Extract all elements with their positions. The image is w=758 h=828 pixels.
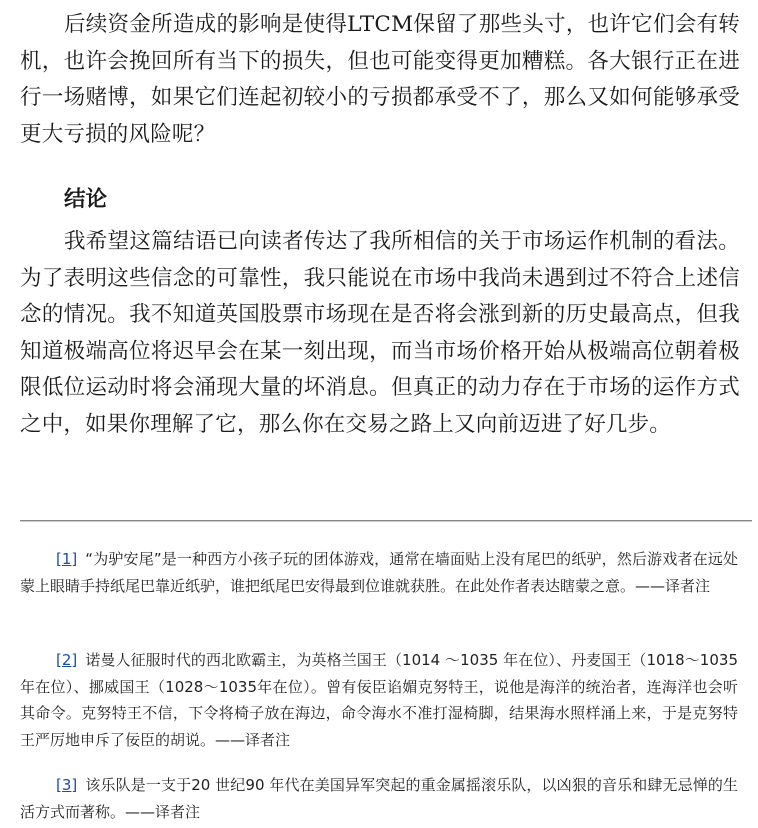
footnote-divider (20, 520, 752, 522)
footnote-3 (20, 772, 738, 825)
footnote-3-text: 该乐队是一支于20 世纪90 年代在美国异军突起的重金属摇滚乐队，以凶狠的音乐和肆无忌惮的生活方式而著称。——译者注 (20, 776, 738, 821)
footnote-1-text: “为驴安尾”是一种西方小孩子玩的团体游戏，通常在墙面贴上没有尾巴的纸驴，然后游戏者在远处蒙上眼睛手持纸尾巴靠近纸驴，谁把纸尾巴安得最到位谁就获胜。在此处作者表达瞎蒙之意。——译者注 (20, 550, 738, 595)
footnote-2-text: 诺曼人征服时代的西北欧霸主，为英格兰国王（1014 ～1035 年在位）、丹麦国王（1018～1035年在位）、挪威国王（1028～1035年在位）。曾有佞臣谄媚克努特王，说他是海洋的统治者，连海洋也会听其命令。克努特王不信，下令将椅子放在海边，命令海水不准打湿椅脚，结果海水照样涌上来，于是克努特王严厉地申斥了佞臣的胡说。——译者注 (20, 651, 738, 749)
body-paragraph-1: 后续资金所造成的影响是使得LTCM保留了那些头寸，也许它们会有转机，也许会挽回所有当下的损失，但也可能变得更加糟糕。各大银行正在进行一场赌博，如果它们连起初较小的亏损都承受不了，那么又如何能够承受更大亏损的风险呢？ (20, 12, 740, 147)
footnote-1 (20, 546, 738, 599)
body-paragraph-2: 我希望这篇结语已向读者传达了我所相信的关于市场运作机制的看法。为了表明这些信念的可靠性，我只能说在市场中我尚未遇到过不符合上述信念的情况。我不知道英国股票市场现在是否将会涨到新的历史最高点，但我知道极端高位将迟早会在某一刻出现，而当市场价格开始从极端高位朝着极限低位运动时将会涌现大量的坏消息。但真正的动力存在于市场的运作方式之中，如果你理解了它，那么你在交易之路上又向前迈进了好几步。 (20, 229, 740, 437)
footnote-2 (20, 647, 738, 753)
footnote-3-link[interactable]: [3] (56, 776, 78, 794)
footnote-2-link[interactable]: [2] (56, 651, 78, 669)
footnote-1-link[interactable]: [1] (56, 550, 78, 568)
section-heading-conclusion: 结论 (64, 187, 108, 212)
